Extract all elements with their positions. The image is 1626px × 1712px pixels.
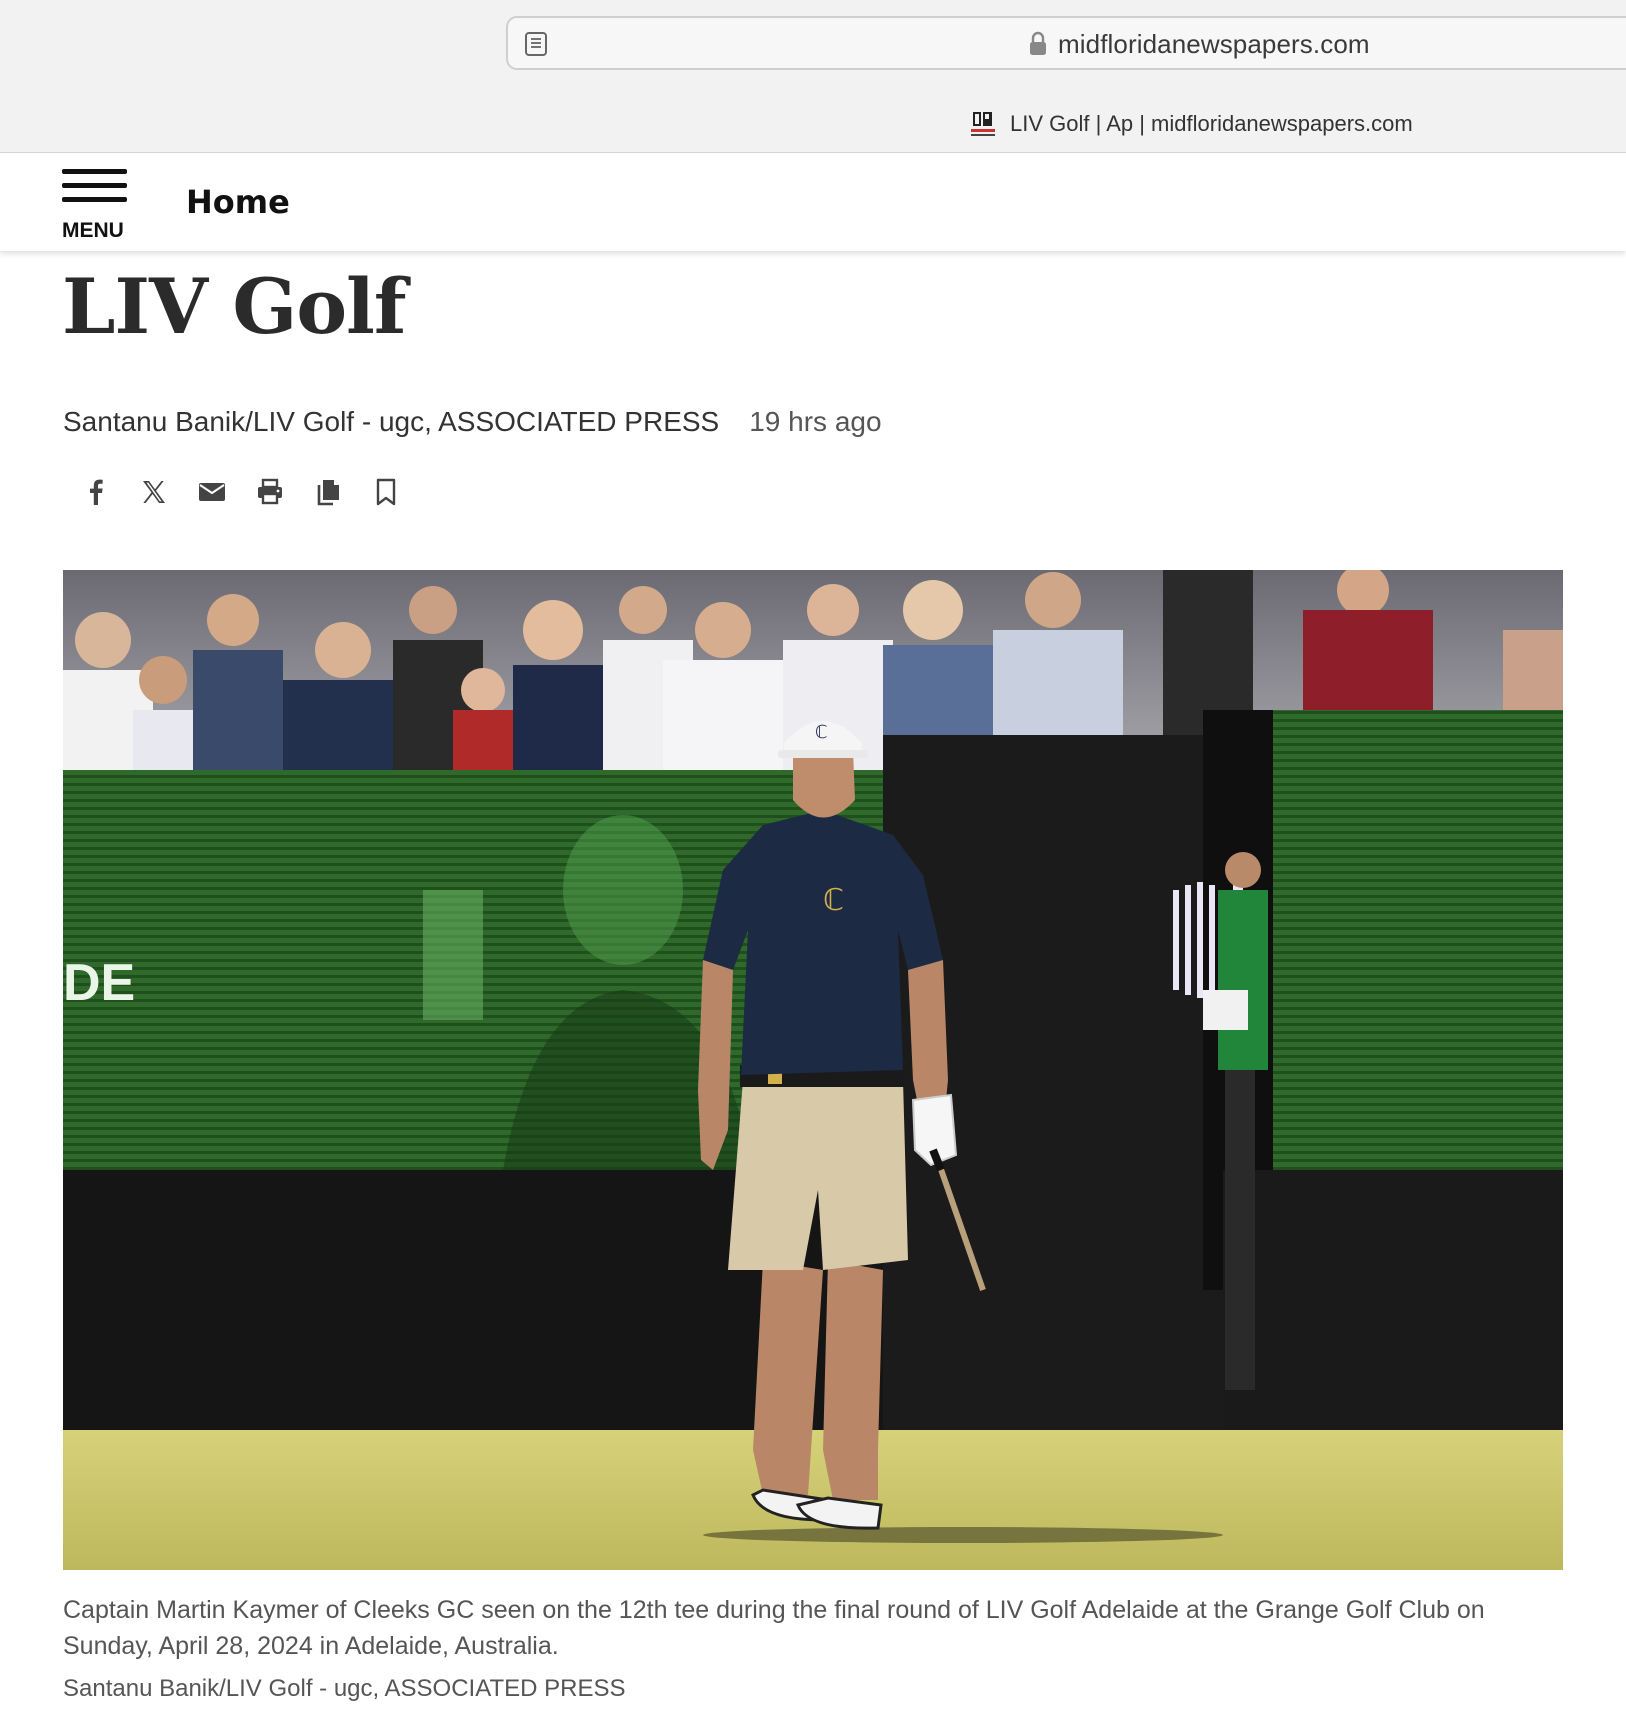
- byline-author: Santanu Banik/LIV Golf - ugc, ASSOCIATED PRESS: [63, 406, 720, 437]
- golfer-photo-illustration: [63, 570, 1563, 1570]
- tab-title: LIV Golf | Ap | midfloridanewspapers.com: [1010, 111, 1413, 136]
- hamburger-icon: [62, 169, 127, 174]
- copy-link-button[interactable]: [312, 474, 344, 510]
- svg-text:ℂ: ℂ: [815, 722, 828, 742]
- article-photo[interactable]: [63, 570, 1563, 1570]
- lock-icon: [1028, 31, 1048, 57]
- share-facebook-button[interactable]: [80, 474, 112, 510]
- byline-timestamp: 19 hrs ago: [749, 406, 882, 437]
- print-button[interactable]: [254, 474, 286, 510]
- photo-credit: Santanu Banik/LIV Golf - ugc, ASSOCIATED PRESS: [63, 1675, 626, 1702]
- svg-text:ℂ: ℂ: [823, 884, 844, 917]
- copy-icon: [314, 478, 342, 506]
- hamburger-icon: [62, 183, 127, 188]
- email-icon: [198, 478, 226, 506]
- share-x-button[interactable]: [138, 474, 170, 510]
- photo-caption: Captain Martin Kaymer of Cleeks GC seen on the 12th tee during the final round of LIV Golf Adelaide at the Grange Golf Club on Sunday, April 28, 2024 in Adelaide, Australia.: [63, 1596, 1485, 1660]
- menu-label: MENU: [62, 219, 124, 242]
- hamburger-icon: [62, 197, 127, 202]
- bookmark-button[interactable]: [370, 474, 402, 510]
- browser-tab[interactable]: [968, 106, 1413, 142]
- reader-view-icon[interactable]: [524, 31, 548, 57]
- menu-button[interactable]: [62, 169, 132, 241]
- url-display[interactable]: [1028, 28, 1370, 60]
- x-icon: [140, 478, 168, 506]
- byline: [63, 406, 882, 438]
- svg-text:DE: DE: [63, 954, 136, 1012]
- bookmark-icon: [372, 478, 400, 506]
- print-icon: [256, 478, 284, 506]
- url-text: midfloridanewspapers.com: [1058, 28, 1370, 59]
- home-link[interactable]: Home: [186, 183, 290, 221]
- site-favicon-icon: [968, 109, 998, 139]
- share-email-button[interactable]: [196, 474, 228, 510]
- share-toolbar: [80, 474, 402, 510]
- browser-chrome: [0, 0, 1626, 153]
- site-header: [0, 153, 1626, 251]
- facebook-icon: [82, 478, 110, 506]
- page-title: LIV Golf: [62, 262, 406, 351]
- address-bar[interactable]: [506, 16, 1626, 70]
